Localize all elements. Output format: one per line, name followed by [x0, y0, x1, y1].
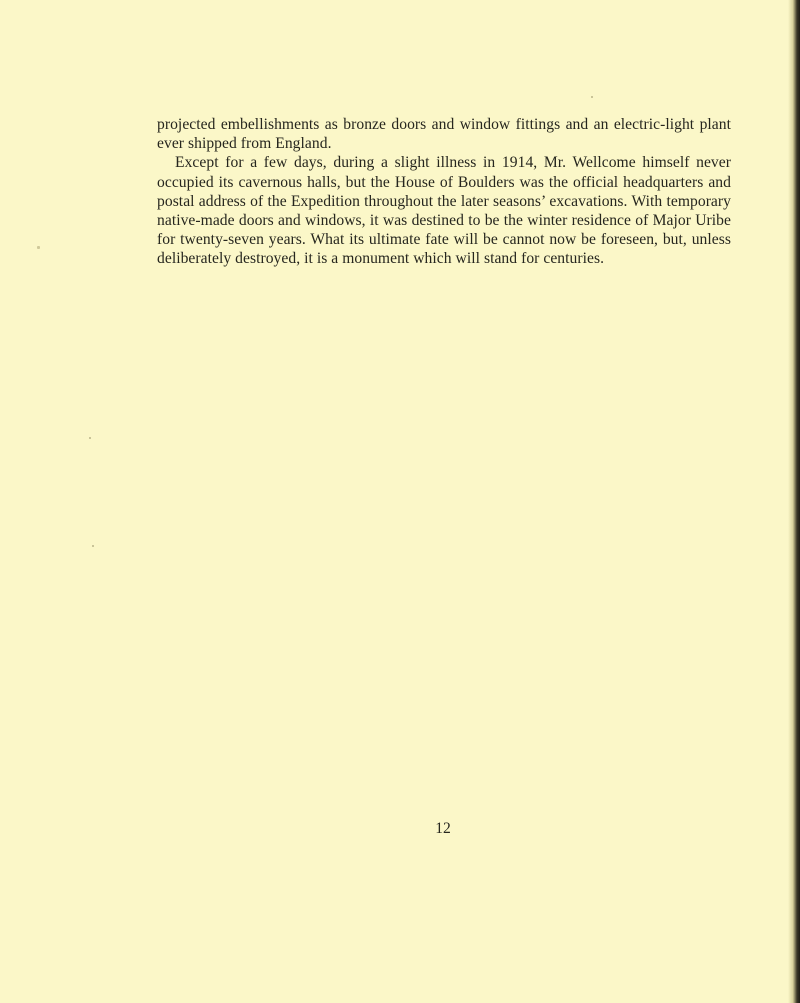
page-number: 12	[435, 820, 451, 837]
paragraph-main: Except for a few days, during a slight illness in 1914, Mr. Wellcome himself never occupied its cavernous halls, but the House of Boulders was the official headquarters and postal address of the Expedition throughout the later seasons’ excavations. With temporary native-made doors and windows, it was destined to be the winter residence of Major Uribe for twenty-seven years. What its ultimate fate will be cannot now be foreseen, but, unless deliberately destroyed, it is a monument which will stand for centuries.	[157, 154, 731, 268]
paragraph-continuation: projected embellishments as bronze doors and window fittings and an electric-light plant ever shipped from England.	[157, 116, 731, 153]
paper-speck	[89, 437, 91, 439]
paper-speck	[92, 545, 94, 547]
page-edge-shadow	[788, 0, 800, 1003]
paper-speck	[37, 246, 40, 249]
body-text	[157, 115, 731, 269]
paper-speck	[591, 96, 593, 98]
